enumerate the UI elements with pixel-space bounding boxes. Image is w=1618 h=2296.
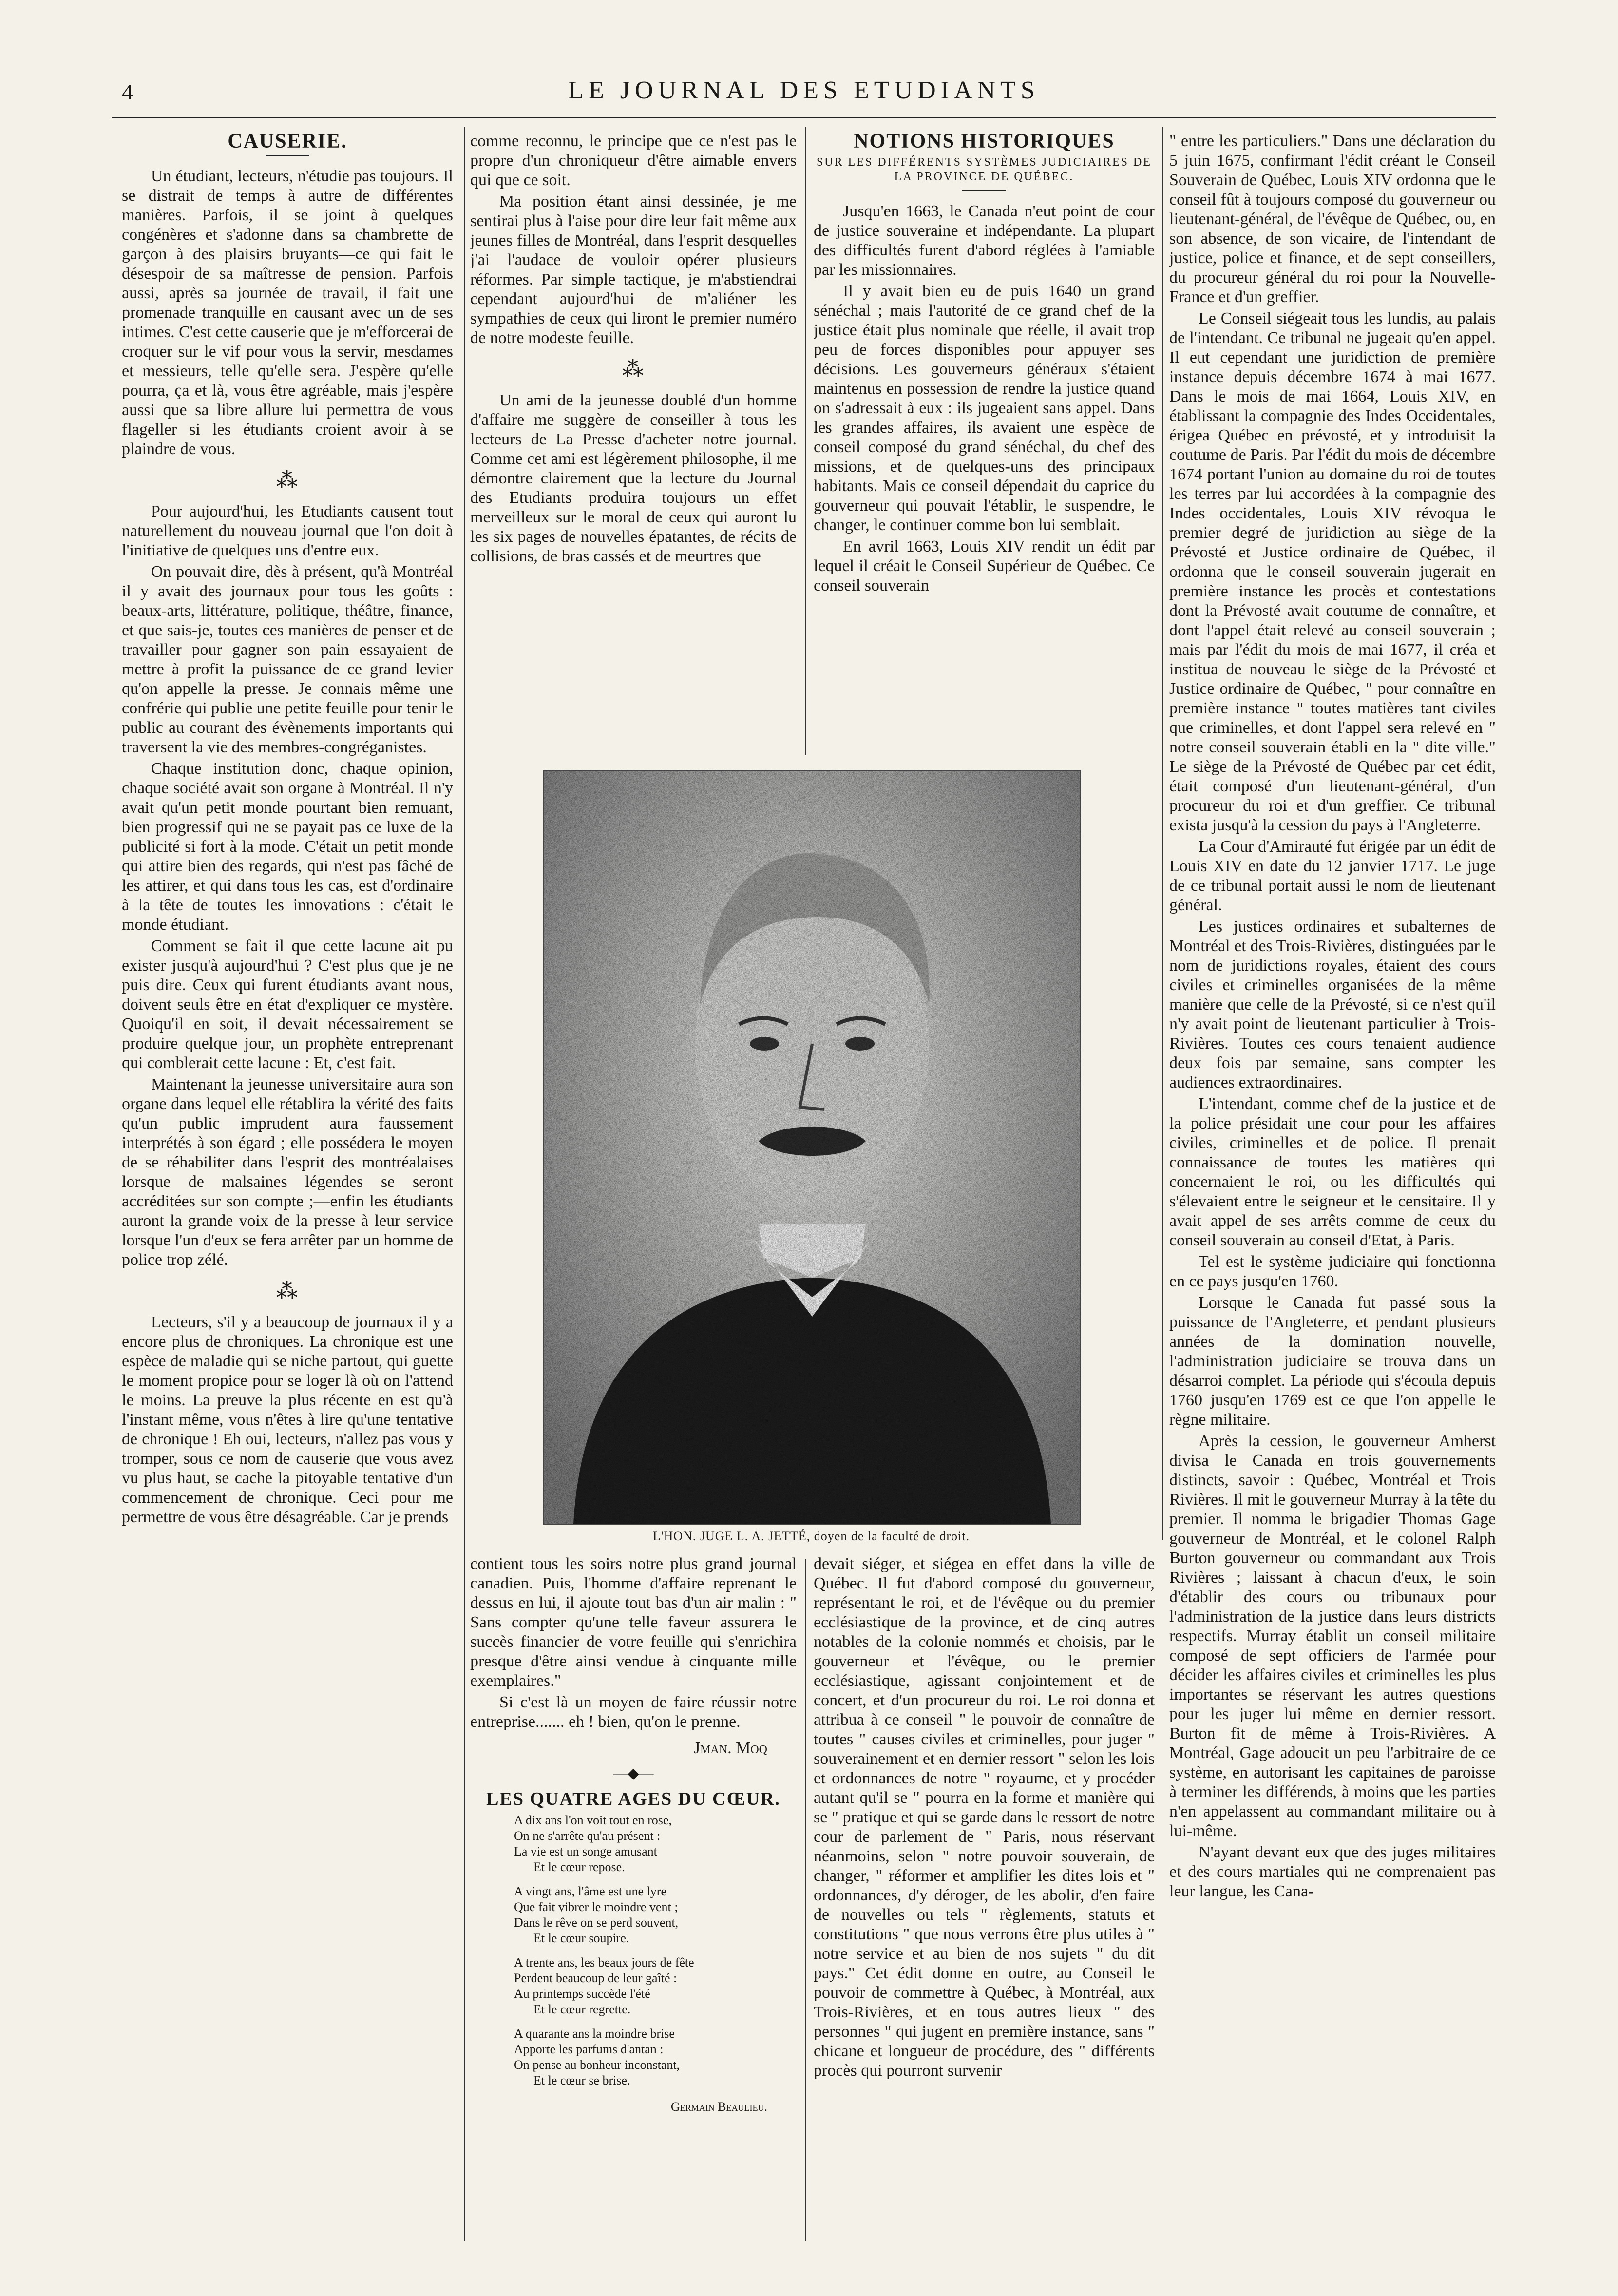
poem-line: Et le cœur se brise. xyxy=(533,2073,630,2087)
causerie-signature: Jman. Moq xyxy=(693,1739,767,1757)
page-number: 4 xyxy=(122,79,133,104)
poem-line: Et le cœur soupire. xyxy=(533,1931,629,1945)
paragraph: Maintenant la jeunesse universitaire aura son organe dans lequel elle rétablira la vérité des faits qu'un public imprudent aura faussement interprétés à son égard ; elle possédera le moyen de se réhabiliter dans l'esprit des montréalaises lorsque de malsaines légendes se seront accréditées sur son compte ;—enfin les étudiants auront la grande voix de la presse à leur service lorsque l'un d'eux se fera arrêter par un homme de police trop zélé. xyxy=(122,1075,453,1269)
paragraph: On pouvait dire, dès à présent, qu'à Montréal il y avait des journaux pour tous les goûts : beaux-arts, littérature, politique, théâtre, finance, et que sais-je, toutes ces manières de penser et de travailler pour gagner son pain essayaient de mettre à profit la puissance de ce grand levier qu'on appelle la presse. Je connais même une confrérie qui publie une petite feuille pour tenir le public au courant des évènements importants qui traversent la vie des membres-congréganistes. xyxy=(122,563,453,756)
poem-line: A trente ans, les beaux jours de fête xyxy=(514,1955,694,1970)
paragraph: L'intendant, comme chef de la justice et de la police présidait une cour pour les affaires civiles, criminelles et de police. Il prenait connaissance de toutes les matières qui concernaient le roi, ou les difficultés qui s'élevaient entre le seigneur et le censitaire. Il y avait appel de ses arrêts comme de ceux du conseil souverain au conseil d'Etat, à Paris. xyxy=(1169,1095,1496,1249)
poem-line: La vie est un songe amusant xyxy=(514,1844,657,1858)
poem-stanza xyxy=(470,1813,797,1875)
paragraph: Lorsque le Canada fut passé sous la puissance de l'Angleterre, et pendant plusieurs années de la domination nouvelle, l'administration judiciaire se trouva dans un désarroi complet. La période qui s'écoula depuis 1760 jusqu'en 1769 est ce que l'on appelle le règne militaire. xyxy=(1169,1294,1496,1429)
asterism-divider: ⁂ xyxy=(622,357,645,381)
paragraph: Jusqu'en 1663, le Canada n'eut point de cour de justice souveraine et indépendante. La plupart des difficultés furent d'abord réglées à l'amiable par les missionnaires. xyxy=(814,202,1155,279)
paragraph: comme reconnu, le principe que ce n'est pas le propre d'un chroniqueur d'être aimable envers qui que ce soit. xyxy=(470,132,797,189)
paragraph: Le Conseil siégeait tous les lundis, au palais de l'intendant. Ce tribunal ne jugeait qu'en appel. Il eut cependant une juridiction de première instance depuis décembre 1674 à mai 1677. Dans le mois de mai 1664, Louis XIV, en établissant la compagnie des Indes Occidentales, érigea Québec en prévosté, et y introduisit la coutume de Paris. Par l'édit du mois de décembre 1674 portant l'union au domaine du roi de toutes les terres par lui accordées à la compagnie des Indes occidentales, Louis XIV révoqua le premier degré de juridiction au siège de la Prévosté et Justice ordinaire de Québec, il ordonna que le conseil souverain jugerait en première instance les procès et contestations dont la Prévosté avait coutume de connaître, et dont l'appel était relevé au conseil souverain ; mais par l'édit du mois de mai 1677, il créa et institua de nouveau le siège de la Prévosté et Justice ordinaire de Québec, " pour connaître en première instance " toutes matières tant civiles que criminelles, et dont l'appel sera relevé en " notre conseil souverain établi en la " dite ville." Le siège de la Prévosté de Québec par cet édit, était composé d'un lieutenant-général, d'un procureur du roi et d'un greffier. Ce tribunal exista jusqu'à la cession du pays à l'Angleterre. xyxy=(1169,309,1496,834)
ornament-divider: —◆— xyxy=(613,1765,654,1781)
poem-line: Et le cœur repose. xyxy=(533,1860,625,1874)
paragraph: Comment se fait il que cette lacune ait pu exister jusqu'à aujourd'hui ? C'est plus que je ne puis dire. Ceux qui furent étudiants avant nous, doivent seuls être en état d'expliquer ce mystère. Quoiqu'il en soit, il devait nécessairement se produire quelque jour, un prophète entreprenant qui comblerait cette lacune : Et, c'est fait. xyxy=(122,937,453,1072)
heading-rule xyxy=(266,155,309,156)
poem-line: On ne s'arrête qu'au présent : xyxy=(514,1829,661,1843)
masthead-title: LE JOURNAL DES ETUDIANTS xyxy=(568,77,1040,104)
paragraph: contient tous les soirs notre plus grand journal canadien. Puis, l'homme d'affaire reprenant le dessus en lui, il ajoute tout bas d'un air malin : " Sans compter qu'une telle faveur assurera le succès financier de votre feuille qui s'enrichira presque d'être ainsi vendue à cinquante mille exemplaires." xyxy=(470,1555,797,1690)
poem-title: LES QUATRE AGES DU CŒUR. xyxy=(486,1789,780,1809)
poem-line: Apporte les parfums d'antan : xyxy=(514,2042,664,2056)
paragraph: Un étudiant, lecteurs, n'étudie pas toujours. Il se distrait de temps à autre de différentes manières. Parfois, il se joint à quelques congénères et s'adonne dans sa chambrette de garçon à des plaisirs bruyants—ce qui fait le désespoir de sa maîtresse de pension. Parfois aussi, après sa journée de travail, il fait une promenade tranquille en causant avec un de ses intimes. C'est cette causerie que je m'efforcerai de croquer sur le vif pour vous la servir, mesdames et messieurs, telle qu'elle sera. J'espère qu'elle pourra, ça et là, vous être agréable, mais j'espère aussi que sa libre allure lui permettra de vous flageller si les étudiants croient avoir à se plaindre de vous. xyxy=(122,167,453,458)
paragraph: Chaque institution donc, chaque opinion, chaque société avait son organe à Montréal. Il n'y avait qu'un petit monde pourtant bien remuant, bien progressif qui ne se payait pas ce luxe de la publicité si fort à la mode. C'était un petit monde qui attire bien des regards, qui n'est pas fâché de les attirer, et qui dans tous les cas, est d'ordinaire à la tête de toutes les innovations : c'était le monde étudiant. xyxy=(122,760,453,934)
poem-line: Dans le rêve on se perd souvent, xyxy=(514,1915,679,1930)
poem-line: Perdent beaucoup de leur gaîté : xyxy=(514,1971,677,1985)
poem-stanza xyxy=(470,1955,797,2017)
poem-line: A vingt ans, l'âme est une lyre xyxy=(514,1884,667,1898)
column-divider xyxy=(805,127,806,755)
paragraph: Ma position étant ainsi dessinée, je me sentirai plus à l'aise pour dire leur fait même aux jeunes filles de Montréal, dans l'esprit desquelles j'ai l'audace de vouloir opérer plusieurs réformes. Par simple tactique, je m'abstiendrai cependant aujourd'hui de m'aliéner les sympathies de ceux qui liront le premier numéro de notre modeste feuille. xyxy=(470,192,797,347)
paragraph: Après la cession, le gouverneur Amherst divisa le Canada en trois gouvernements distincts, savoir : Québec, Montréal et Trois Rivières. Il mit le gouverneur Murray à la tête du premier. Il nomma le brigadier Thomas Gage gouverneur de Montréal, et le colonel Ralph Burton gouverneur ou commandant aux Trois Rivières ; laissant à chacun d'eux, le soin d'établir des cours ou tribunaux pour l'administration de la justice dans leurs districts respectifs. Murray établit un conseil militaire composé de sept officiers de l'armée pour décider les affaires civiles et criminelles les plus importantes se réservant les autres questions pour les juger lui même en dernier ressort. Burton fit de même à Trois-Rivières. A Montréal, Gage adoucit un peu l'arbitraire de ce système, en autorisant les capitaines de paroisse à terminer les différends, à moins que les parties n'en appelassent au commandant militaire ou à lui-même. xyxy=(1169,1432,1496,1840)
notions-column-bottom xyxy=(814,1554,1155,2237)
poem-line: Et le cœur regrette. xyxy=(533,2002,631,2016)
poem-line: Au printemps succède l'été xyxy=(514,1987,650,2001)
asterism-divider: ⁂ xyxy=(276,468,299,492)
paragraph: devait siéger, et siégea en effet dans la ville de Québec. Il fut d'abord composé du gouverneur, représentant le roi, et de l'évêque ou du premier ecclésiastique de la province, et de cinq autres notables de la colonie nommés et choisis, par le gouverneur et l'évêque, ou le premier ecclésiastique, agissant conjointement et de concert, et d'un procureur du roi. Le roi donna et attribua à ce conseil " le pouvoir de connaître de toutes " causes civiles et criminelles, pour juger " souverainement et en dernier ressort " selon les lois et ordonnances de notre " royaume, et y procéder autant qu'il se " pourra en la forme et manière qui se " pratique et qui se garde dans le ressort de notre cour de parlement de " Paris, nous réservant néanmoins, selon " notre pouvoir souverain, de changer, " réformer et amplifier les dites lois et " ordonnances, d'y déroger, de les abolir, d'en faire de nouvelles ou tels " règlements, statuts et constitutions " que nous verrons être plus utiles à " notre service et au bien de nos sujets " du dit pays." Cet édit donne en outre, au Conseil le pouvoir de commettre à Québec, à Montréal, aux Trois-Rivières, et en tous autres lieux " des personnes " qui jugent en première instance, sans " chicane et longueur de procédure, des " différents procès qui pourront survenir xyxy=(814,1555,1155,2080)
column-divider xyxy=(1162,127,1163,1540)
portrait-photo xyxy=(543,770,1081,1525)
paragraph: En avril 1663, Louis XIV rendit un édit par lequel il créait le Conseil Supérieur de Québec. Ce conseil souverain xyxy=(814,537,1155,594)
paragraph: Lecteurs, s'il y a beaucoup de journaux il y a encore plus de chroniques. La chronique est une espèce de maladie qui se niche partout, qui guette le moment propice pour se loger là où on l'attend le moins. La preuve la plus récente en est qu'à l'instant même, vous n'êtes à lire qu'une tentative de chronique ! Eh oui, lecteurs, n'allez pas vous y tromper, sous ce nom de causerie que vous avez vu plus haut, se cache la pitoyable tentative d'un commencement de chronique. Ceci pour me permettre de vous être désagréable. Car je prends xyxy=(122,1313,453,1526)
paragraph: Si c'est là un moyen de faire réussir notre entreprise....... eh ! bien, qu'on le prenne. xyxy=(470,1693,797,1731)
poem-line: On pense au bonheur inconstant, xyxy=(514,2058,680,2072)
portrait-image xyxy=(544,771,1080,1524)
heading-rule xyxy=(962,190,1006,191)
poem-line: A quarante ans la moindre brise xyxy=(514,2027,675,2041)
causerie-continued-top xyxy=(470,132,797,746)
notions-subheading: SUR LES DIFFÉRENTS SYSTÈMES JUDICIAIRES DE LA PROVINCE DE QUÉBEC. xyxy=(816,156,1152,183)
paragraph: Pour aujourd'hui, les Etudiants causent tout naturellement du nouveau journal que l'on doit à l'initiative de quelques uns d'entre eux. xyxy=(122,502,453,559)
notions-heading: NOTIONS HISTORIQUES xyxy=(854,132,1115,153)
poem-line: A dix ans l'on voit tout en rose, xyxy=(514,1813,672,1827)
column-divider xyxy=(464,127,465,2241)
paragraph: La Cour d'Amirauté fut érigée par un édit de Louis XIV en date du 12 janvier 1717. Le juge de ce tribunal portait aussi le nom de lieutenant général. xyxy=(1169,838,1496,914)
paragraph: N'ayant devant eux que des juges militaires et des cours martiales qui ne comprenaient pas leur langue, les Cana- xyxy=(1169,1843,1496,1900)
poem-line: Que fait vibrer le moindre vent ; xyxy=(514,1900,678,1914)
causerie-continued-bottom xyxy=(470,1554,797,2237)
notions-column-right xyxy=(1169,132,1496,2237)
column-divider xyxy=(805,1559,806,2241)
header-rule xyxy=(112,117,1496,118)
paragraph: Un ami de la jeunesse doublé d'un homme d'affaire me suggère de conseiller à tous les lecteurs de La Presse d'acheter notre journal. Comme cet ami est légèrement philosophe, il me démontre clairement que la lecture du Journal des Etudiants produira toujours un effet merveilleux sur le moral de ceux qui auront lu les six pages de nouvelles épatantes, de récits de collisions, de bras cassés et de meurtres que xyxy=(470,391,797,565)
paragraph: " entre les particuliers." Dans une déclaration du 5 juin 1675, confirmant l'édit créant le Conseil Souverain de Québec, Louis XIV ordonna que le conseil fût à toujours composé du gouverneur ou lieutenant-général, de l'évêque de Québec, ou, en son absence, de son vicaire, de l'intendant de justice, police et finance, et de sept conseillers, du procureur général du roi pour la Nouvelle-France et d'un greffier. xyxy=(1169,132,1496,306)
poem-author: Germain Beaulieu. xyxy=(670,2100,767,2114)
paragraph: Il y avait bien eu de puis 1640 un grand sénéchal ; mais l'autorité de ce grand chef de la justice était plus nominale que réelle, il avait trop peu de forces disponibles pour appuyer ses décisions. Les gouverneurs généraux s'étaient maintenus en possession de rendre la justice quand on s'adressait à eux : ils jugeaient sans appel. Dans les grandes affaires, ils avaient une espèce de conseil composé du grand sénéchal, du chef des missions, et de quelques-uns des principaux habitants. Mais ce conseil dépendait du caprice du gouverneur qui pouvait l'établir, le suspendre, le changer, le continuer comme bon lui semblait. xyxy=(814,282,1155,534)
notions-column-top xyxy=(814,132,1155,746)
poem-stanza xyxy=(470,1884,797,1946)
page-header xyxy=(122,73,1486,117)
portrait-caption: L'HON. JUGE L. A. JETTÉ, doyen de la faculté de droit. xyxy=(652,1529,970,1543)
paragraph: Tel est le système judiciaire qui fonctionna en ce pays jusqu'en 1760. xyxy=(1169,1253,1496,1290)
causerie-heading: CAUSERIE. xyxy=(228,132,347,153)
paragraph: Les justices ordinaires et subalternes de Montréal et des Trois-Rivières, distinguées par le nom de juridictions royales, étaient des cours civiles et criminelles organisées de la même manière que celle de la Prévosté, si ce n'est qu'il n'y avait point de lieutenant particulier à Trois-Rivières. Toutes ces cours tenaient audience deux fois par semaine, sans compter les audiences extraordinaires. xyxy=(1169,918,1496,1091)
asterism-divider: ⁂ xyxy=(276,1279,299,1303)
poem-stanza xyxy=(470,2026,797,2088)
causerie-column xyxy=(122,132,453,2237)
